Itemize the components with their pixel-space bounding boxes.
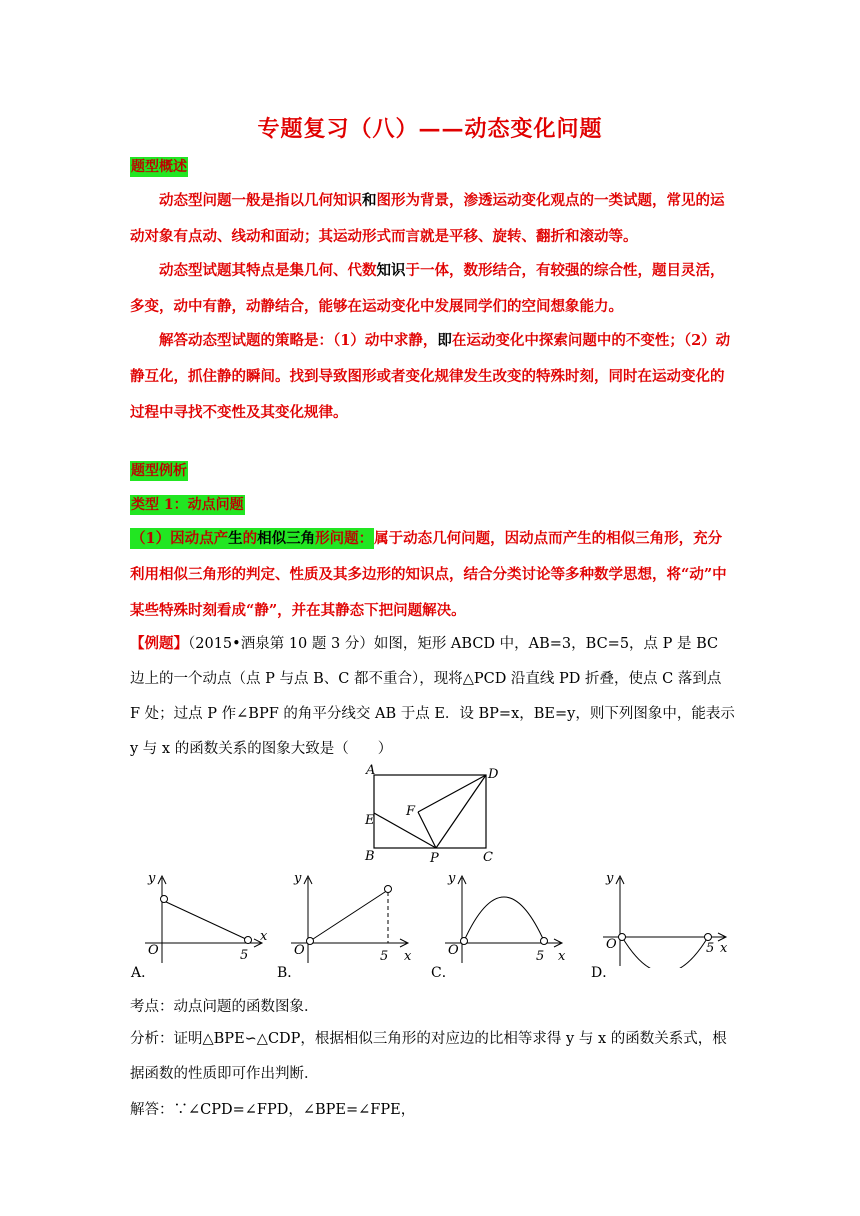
- section-tag-examples: 题型例析: [131, 463, 187, 479]
- option-label-a[interactable]: A．: [131, 965, 156, 981]
- svg-text:x: x: [260, 929, 268, 944]
- graph-a-line: [164, 901, 248, 940]
- svg-text:5: 5: [380, 949, 389, 964]
- label-p: P: [430, 851, 439, 865]
- label-f: F: [406, 804, 416, 819]
- svg-text:y: y: [294, 871, 302, 886]
- option-graph-d: [598, 868, 732, 968]
- kaodian-line: 考点：动点问题的函数图象．: [130, 999, 319, 1015]
- option-label-b[interactable]: B．: [277, 965, 302, 981]
- svg-text:x: x: [720, 941, 728, 956]
- graph-b-line: [310, 890, 388, 941]
- fenxi-paragraph: 分析：证明△BPE∽△CDP，根据相似三角形的对应边的比相等求得 y 与 x 的函数关系式，根据函数的性质即可作出判断．: [130, 1031, 727, 1082]
- svg-text:5: 5: [706, 941, 715, 956]
- label-b: B: [365, 849, 375, 864]
- svg-text:O: O: [148, 943, 159, 958]
- svg-text:O: O: [448, 943, 459, 958]
- svg-text:y: y: [606, 871, 614, 886]
- label-c: C: [483, 850, 493, 865]
- overview-paragraph-2: 动态型试题其特点是集几何、代数知识于一体，数形结合，有较强的综合性，题目灵活，多变，动中有静，动静结合，能够在运动变化中发展同学们的空间想象能力。: [130, 262, 725, 315]
- svg-text:x: x: [404, 949, 412, 964]
- svg-text:y: y: [448, 871, 456, 886]
- section-tag-type1: 类型 1：动点问题: [131, 497, 244, 513]
- jieda-line: 解答：∵∠CPD=∠FPD，∠BPE=∠FPE，: [130, 1102, 416, 1118]
- graph-c-curve: [464, 897, 544, 941]
- label-a: A: [366, 763, 376, 778]
- svg-text:5: 5: [536, 949, 545, 964]
- svg-text:5: 5: [240, 948, 249, 963]
- svg-text:y: y: [148, 871, 156, 886]
- svg-text:x: x: [558, 949, 566, 964]
- overview-paragraph-1: 动态型问题一般是指以几何知识和图形为背景，渗透运动变化观点的一类试题，常见的运动对象有点动、线动和面动；其运动形式而言就是平移、旋转、翻折和滚动等。: [130, 192, 725, 245]
- example-question: 【例题】（2015•酒泉第 10 题 3 分）如图，矩形 ABCD 中，AB=3，BC=5，点 P 是 BC 边上的一个动点（点 P 与点 B、C 都不重合），现将△PCD 沿直线 PD 折叠，使点 C 落到点 F 处；过点 P 作∠BPF 的角平分线交 AB 于点 E．设 BP=x，BE=y，则下列图象中，能表示 y 与 x 的函数关系的图象大致是（ ）: [130, 635, 735, 757]
- svg-text:O: O: [606, 937, 617, 952]
- option-label-d[interactable]: D．: [591, 965, 617, 981]
- graph-d-curve: [622, 937, 708, 968]
- option-graph-a: [140, 868, 270, 968]
- label-d: D: [488, 767, 499, 782]
- segment-pd: [436, 775, 486, 848]
- section-tag-overview: 题型概述: [131, 159, 187, 175]
- page-title: 专题复习（八）——动态变化问题: [257, 116, 603, 142]
- option-graph-c: [440, 868, 570, 968]
- option-graph-b: [286, 868, 416, 968]
- overview-paragraph-3: 解答动态型试题的策略是：（1）动中求静，即在运动变化中探索问题中的不变性；（2）动静互化，抓住静的瞬间。找到导致图形或者变化规律发生改变的特殊时刻，同时在运动变化的过程中寻找不变性及其变化规律。: [130, 332, 731, 421]
- svg-text:O: O: [294, 943, 305, 958]
- type1-paragraph: （1）因动点产生的相似三角形问题：属于动态几何问题，因动点而产生的相似三角形，充分利用相似三角形的判定、性质及其多边形的知识点，结合分类讨论等多种数学思想，将“动”中某些特殊时刻看成“静”，并在其静态下把问题解决。: [130, 530, 727, 619]
- option-label-c[interactable]: C．: [431, 965, 456, 981]
- label-e: E: [365, 813, 375, 828]
- rectangle-figure: [360, 760, 510, 865]
- segment-fd: [418, 775, 486, 812]
